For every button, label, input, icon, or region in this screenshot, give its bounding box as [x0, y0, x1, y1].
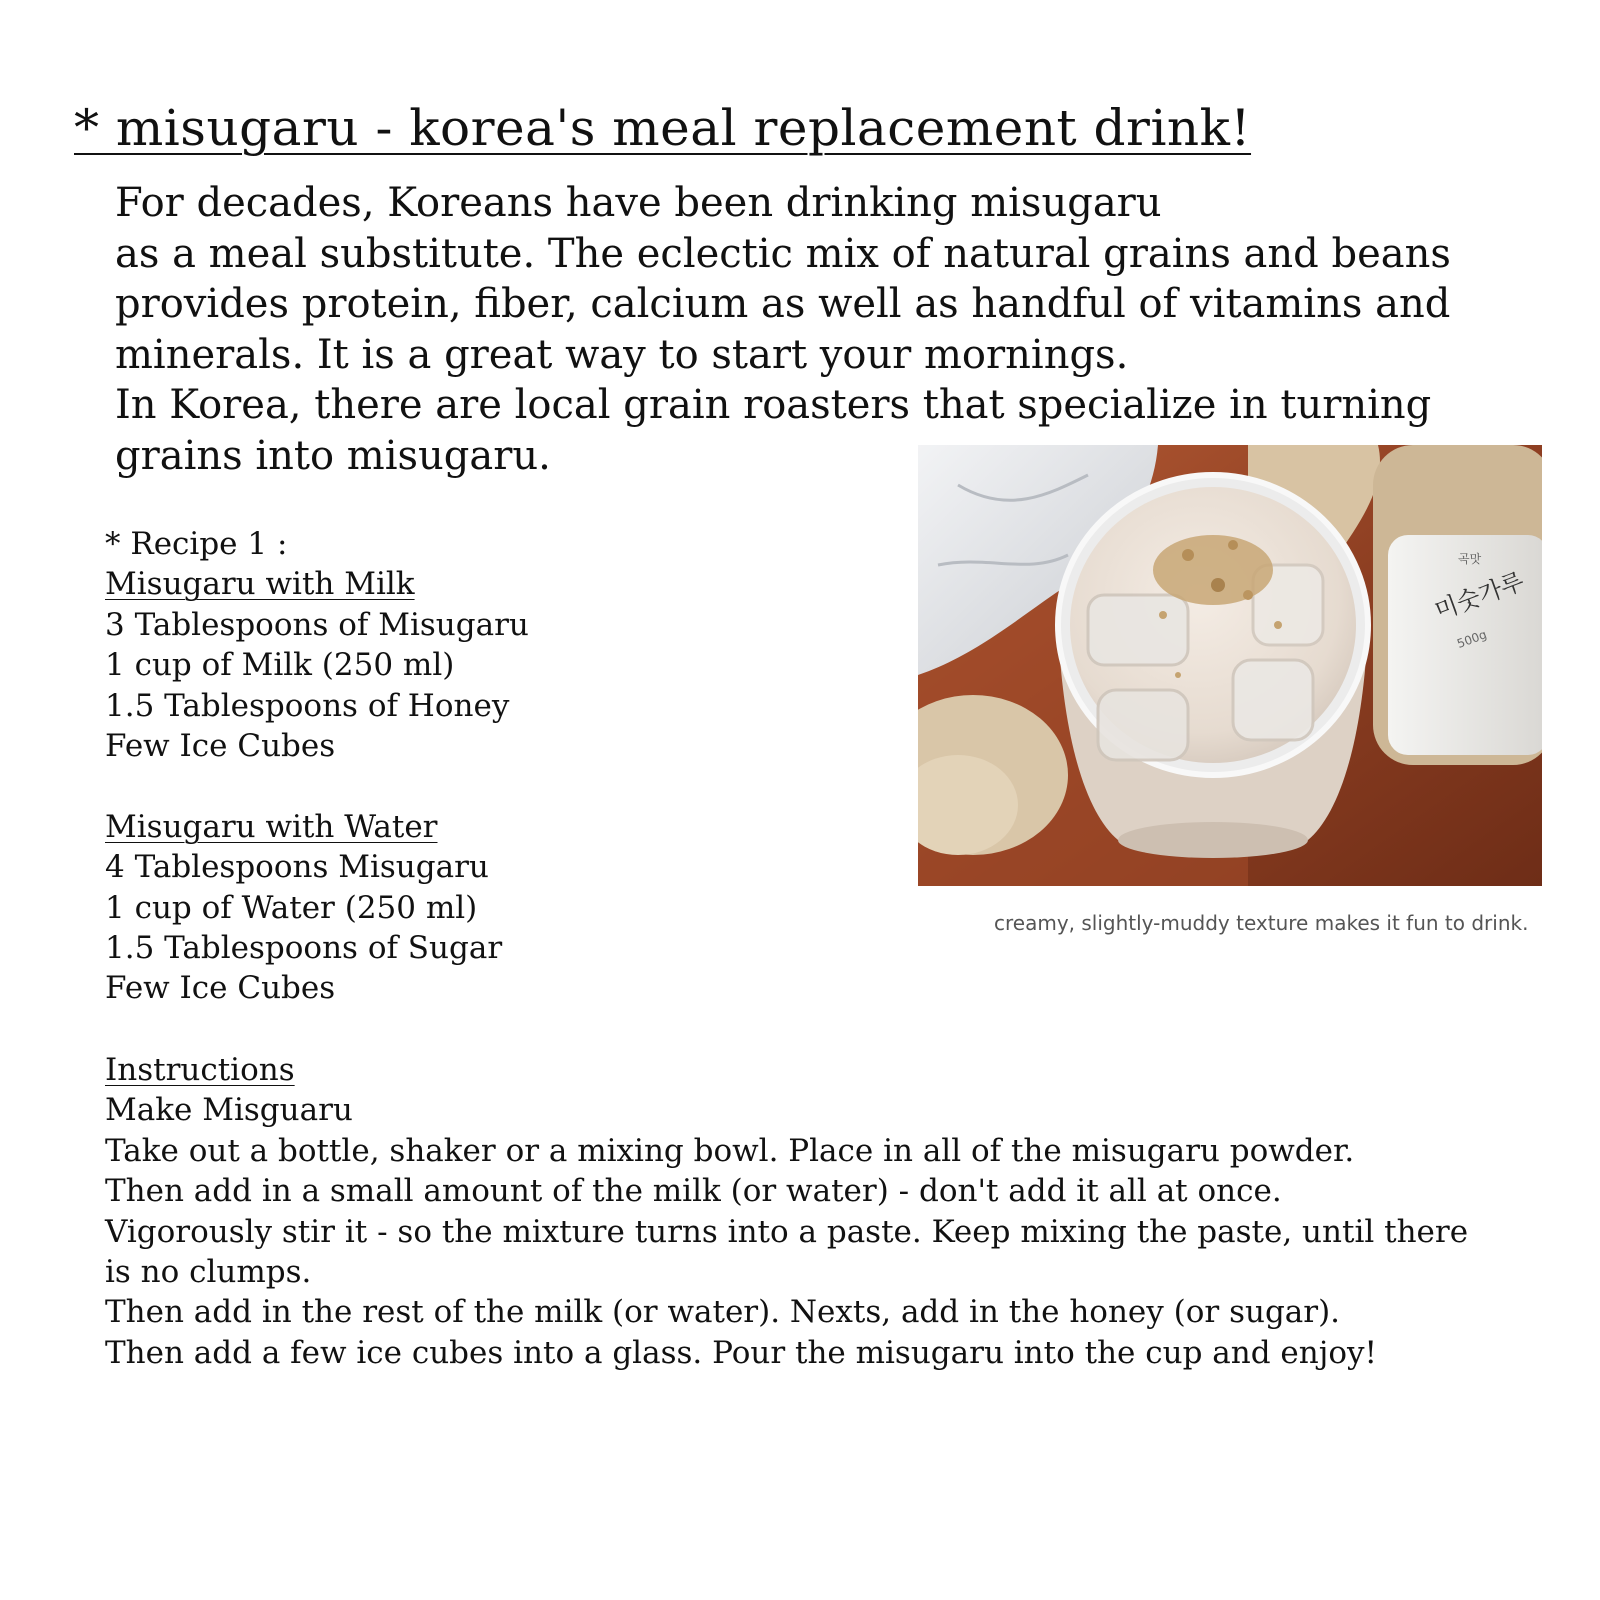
intro-line: For decades, Koreans have been drinking misugaru — [115, 180, 1162, 226]
drink-glass — [1058, 475, 1368, 858]
instruction-line: Vigorously stir it - so the mixture turns into a paste. Keep mixing the paste, until there — [105, 1213, 1469, 1250]
instruction-line: Make Misguaru — [105, 1092, 353, 1129]
ingredient-item: 1.5 Tablespoons of Honey — [105, 687, 510, 724]
instruction-line: Then add a few ice cubes into a glass. Pour the misugaru into the cup and enjoy! — [105, 1334, 1377, 1371]
recipe-water-title: Misugaru with Water — [105, 808, 438, 845]
recipe-milk-title: Misugaru with Milk — [105, 566, 415, 603]
ingredient-item: Few Ice Cubes — [105, 728, 336, 765]
intro-line: minerals. It is a great way to start your mornings. — [115, 331, 1129, 378]
photo-caption: creamy, slightly-muddy texture makes it fun to drink. — [994, 911, 1529, 935]
ingredient-item: 3 Tablespoons of Misugaru — [105, 606, 529, 643]
ingredient-item: 1 cup of Milk (250 ml) — [105, 647, 455, 684]
recipes-section — [105, 524, 529, 1009]
instruction-line: Then add in a small amount of the milk (or water) - don't add it all at once. — [105, 1173, 1282, 1210]
instruction-line: is no clumps. — [105, 1254, 312, 1291]
bottle-weight-label: 500g — [1455, 627, 1489, 651]
instructions-section — [105, 1050, 1468, 1373]
ingredient-item: 1.5 Tablespoons of Sugar — [105, 930, 503, 967]
ingredient-item: 4 Tablespoons Misugaru — [105, 849, 489, 886]
spacer — [105, 766, 529, 806]
misugaru-bottle — [1373, 445, 1542, 765]
bottle-label: 미숫가루 — [1431, 566, 1528, 626]
instruction-line: Take out a bottle, shaker or a mixing bowl. Place in all of the misugaru powder. — [105, 1132, 1355, 1169]
ingredient-item: 1 cup of Water (250 ml) — [105, 889, 478, 926]
intro-line: In Korea, there are local grain roasters that specialize in turning — [115, 382, 1432, 428]
instruction-line: Then add in the rest of the milk (or water). Nexts, add in the honey (or sugar). — [105, 1294, 1341, 1331]
recipe-heading: * Recipe 1 : — [105, 526, 288, 562]
intro-line: grains into misugaru. — [115, 432, 551, 479]
intro-line: as a meal substitute. The eclectic mix of natural grains and beans — [115, 230, 1451, 277]
misugaru-drink-photo — [918, 445, 1542, 886]
bottle-brand-label: 곡맛 — [1458, 552, 1482, 566]
intro-paragraph — [115, 178, 1451, 481]
ingredient-item: Few Ice Cubes — [105, 970, 336, 1007]
instructions-title: Instructions — [105, 1052, 295, 1088]
intro-line: provides protein, fiber, calcium as well as handful of vitamins and — [115, 281, 1451, 327]
page-title: * misugaru - korea's meal replacement drink! — [74, 99, 1252, 157]
